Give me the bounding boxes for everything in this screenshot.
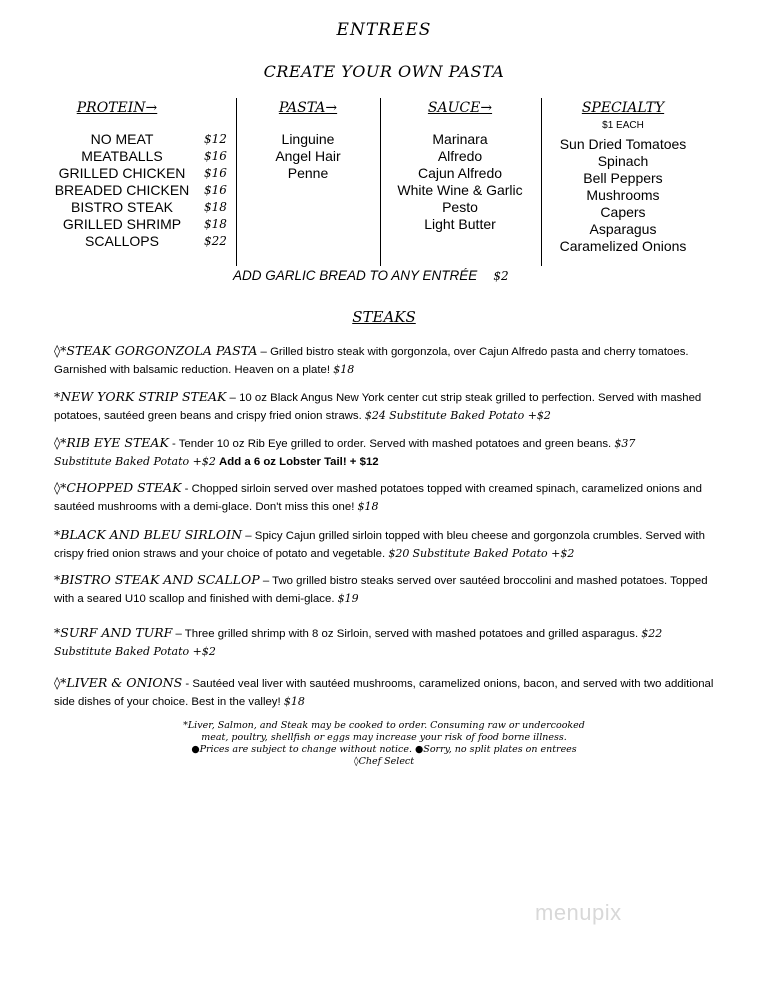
- watermark-logo: menupix: [535, 900, 622, 925]
- menu-item-price: $37: [614, 437, 636, 450]
- menu-item-name: ◊*RIB EYE STEAK: [54, 435, 169, 450]
- protein-name: GRILLED CHICKEN: [58, 165, 186, 181]
- menu-item: [54, 342, 724, 379]
- menu-item-separator: –: [242, 530, 255, 542]
- menu-item-description: Grilled bistro steak with gorgonzola, over Cajun Alfredo pasta and cherry tomatoes. Garnished with balsamic reduction. Heaven on a plate!: [54, 346, 689, 376]
- menu-item-description: 10 oz Black Angus New York center cut strip steak grilled to perfection. Served with mashed potatoes, sautéed green beans and crispy fried onion straws.: [54, 392, 702, 422]
- sauce-item: Light Butter: [424, 216, 496, 232]
- menu-item-separator: –: [226, 392, 240, 404]
- sauce-item: White Wine & Garlic: [397, 182, 523, 198]
- menu-item-description: Two grilled bistro steaks served over sautéed broccolini and mashed potatoes. Topped with a seared U10 scallop and finished with demi-glace.: [54, 575, 708, 605]
- menu-item-price: $22: [641, 627, 663, 640]
- protein-price: $16: [204, 183, 227, 197]
- protein-row: [52, 199, 232, 216]
- menu-item-description: Sautéed veal liver with sautéed mushrooms, caramelized onions, bacon, and served with two additional side dishes of your choice. Best in the valley!: [54, 678, 714, 708]
- protein-price: $12: [204, 132, 227, 146]
- sauce-item: Cajun Alfredo: [417, 165, 503, 181]
- menu-footnotes: [0, 720, 768, 768]
- menu-item: [54, 526, 724, 563]
- menu-item-separator: -: [168, 438, 179, 450]
- protein-column: [52, 100, 232, 250]
- protein-row: [52, 131, 232, 148]
- protein-price: $22: [204, 234, 227, 248]
- menu-item-name: *SURF AND TURF: [54, 625, 173, 640]
- menu-item: [54, 624, 724, 661]
- protein-row: [52, 216, 232, 233]
- menu-item-price: $18: [357, 500, 379, 513]
- garlic-bread-note: [233, 268, 509, 283]
- specialty-column: [543, 100, 703, 255]
- section-title-pasta: CREATE YOUR OWN PASTA: [263, 62, 505, 81]
- menu-item-name: ◊*CHOPPED STEAK: [54, 480, 182, 495]
- page-title: ENTREES: [336, 20, 432, 40]
- menu-item-name: *BLACK AND BLEU SIRLOIN: [54, 527, 243, 542]
- sauce-item: Alfredo: [437, 148, 483, 164]
- protein-price: $18: [204, 217, 227, 231]
- menu-item-separator: –: [172, 628, 185, 640]
- menu-item-separator: –: [257, 346, 271, 358]
- sauce-header: SAUCE→: [427, 100, 493, 116]
- protein-header: PROTEIN→: [76, 100, 158, 116]
- menu-item-name: ◊*STEAK GORGONZOLA PASTA: [54, 343, 258, 358]
- menu-item-name: *BISTRO STEAK AND SCALLOP: [54, 572, 260, 587]
- column-divider: [541, 98, 542, 266]
- column-divider: [236, 98, 237, 266]
- menu-item-addon: Add a 6 oz Lobster Tail! + $12: [219, 456, 379, 468]
- menu-item-price: $20: [388, 547, 410, 560]
- menu-item-separator: -: [181, 483, 192, 495]
- menu-item: [54, 388, 724, 425]
- protein-price: $18: [204, 200, 227, 214]
- protein-row: [52, 233, 232, 250]
- footnote-line: meat, poultry, shellfish or eggs may increase your risk of food borne illness.: [201, 732, 567, 743]
- menu-item-description: Three grilled shrimp with 8 oz Sirloin, served with mashed potatoes and grilled asparagus.: [184, 628, 642, 640]
- footnote-line: ●Prices are subject to change without notice. ●Sorry, no split plates on entrees: [191, 744, 577, 755]
- protein-row: [52, 182, 232, 199]
- protein-name: MEATBALLS: [81, 148, 163, 164]
- menu-item-separator: –: [259, 575, 273, 587]
- column-divider: [380, 98, 381, 266]
- specialty-item: Bell Peppers: [583, 170, 663, 186]
- garlic-bread-price: $2: [493, 269, 509, 283]
- specialty-item: Capers: [600, 204, 646, 220]
- menu-item-substitution: Substitute Baked Potato +$2: [412, 547, 575, 560]
- specialty-item: Spinach: [597, 153, 649, 169]
- pasta-item: Angel Hair: [275, 148, 341, 164]
- pasta-header: PASTA→: [278, 100, 338, 116]
- menu-item-substitution: Substitute Baked Potato +$2: [54, 645, 216, 658]
- menu-item-description: Chopped sirloin served over mashed potatoes topped with creamed spinach, caramelized onions and sautéed mushrooms with a demi-glace. Don't miss this one!: [54, 483, 702, 513]
- protein-name: SCALLOPS: [85, 233, 159, 249]
- footnote-line: ◊Chef Select: [353, 756, 415, 767]
- specialty-header: SPECIALTY: [581, 100, 665, 116]
- sauce-column: [382, 100, 538, 233]
- menu-item-substitution: Substitute Baked Potato +$2: [54, 455, 216, 468]
- protein-row: [52, 165, 232, 182]
- menu-item-price: $19: [337, 592, 359, 605]
- protein-name: NO MEAT: [90, 131, 154, 147]
- menu-item-price: $18: [333, 363, 355, 376]
- specialty-item: Asparagus: [589, 221, 657, 237]
- protein-name: BREADED CHICKEN: [54, 182, 190, 198]
- pasta-column: [238, 100, 378, 182]
- section-title-steaks: STEAKS: [352, 308, 416, 326]
- menu-item: [54, 571, 724, 608]
- protein-price: $16: [204, 149, 227, 163]
- protein-name: BISTRO STEAK: [71, 199, 173, 215]
- menu-item: [54, 479, 724, 516]
- menu-item-substitution: Substitute Baked Potato +$2: [389, 409, 551, 422]
- footnote-line: *Liver, Salmon, and Steak may be cooked to order. Consuming raw or undercooked: [183, 720, 585, 731]
- specialty-item: Caramelized Onions: [559, 238, 687, 254]
- pasta-item: Penne: [287, 165, 329, 181]
- menu-item-price: $24: [364, 409, 386, 422]
- protein-row: [52, 148, 232, 165]
- specialty-item: Sun Dried Tomatoes: [559, 136, 687, 152]
- menu-item: [54, 674, 724, 711]
- menu-item: [54, 434, 724, 471]
- sauce-item: Marinara: [432, 131, 488, 147]
- menu-item-description: Tender 10 oz Rib Eye grilled to order. Served with mashed potatoes and green beans.: [178, 438, 615, 450]
- pasta-item: Linguine: [281, 131, 335, 147]
- protein-name: GRILLED SHRIMP: [62, 216, 182, 232]
- sauce-item: Pesto: [442, 199, 478, 215]
- protein-price: $16: [204, 166, 227, 180]
- specialty-item: Mushrooms: [586, 187, 660, 203]
- garlic-bread-text: ADD GARLIC BREAD TO ANY ENTRÉE: [233, 268, 478, 283]
- menu-item-price: $18: [283, 695, 305, 708]
- menu-item-description: Spicy Cajun grilled sirloin topped with bleu cheese and gorgonzola crumbles. Served with crispy fried onion straws and your choice of potato and vegetable.: [54, 530, 705, 560]
- menu-item-name: *NEW YORK STRIP STEAK: [54, 389, 227, 404]
- specialty-note: $1 EACH: [602, 120, 644, 131]
- menu-item-name: ◊*LIVER & ONIONS: [54, 675, 183, 690]
- menu-item-separator: -: [182, 678, 193, 690]
